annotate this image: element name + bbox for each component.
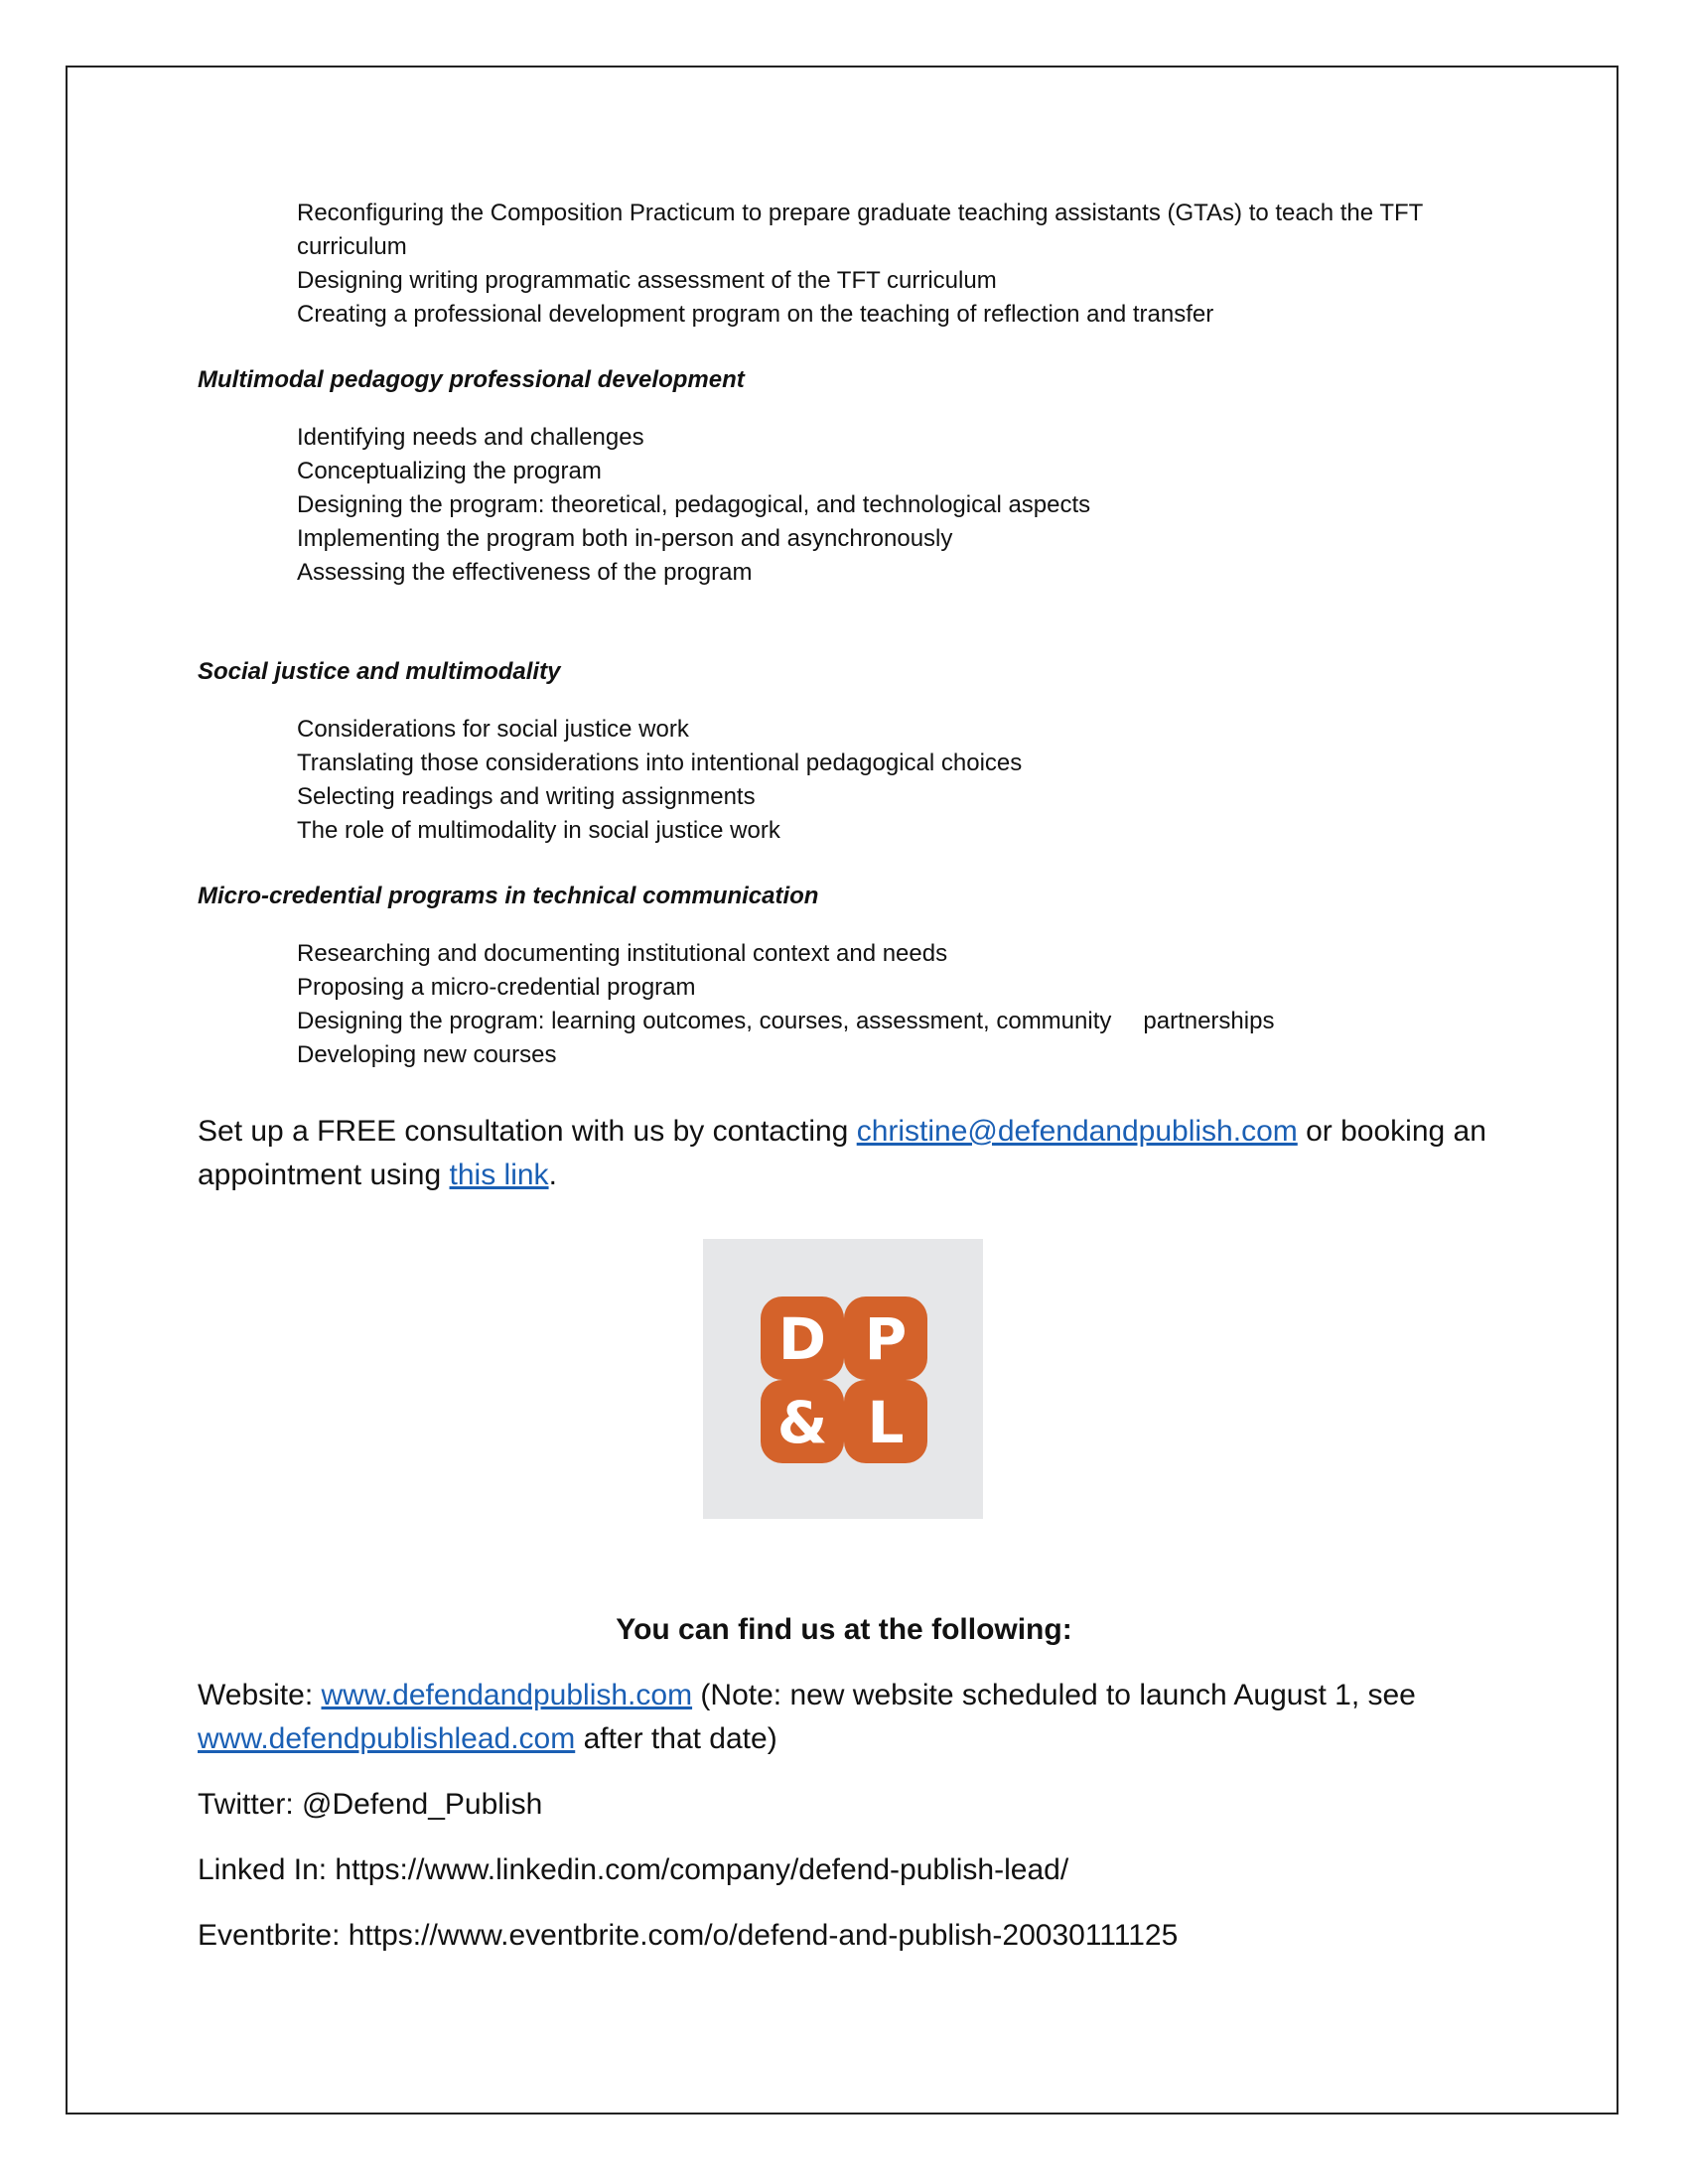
section-social-justice bbox=[198, 655, 1518, 848]
eventbrite-line: Eventbrite: https://www.eventbrite.com/o/defend-and-publish-20030111125 bbox=[198, 1919, 1179, 1952]
section-micro-credential bbox=[198, 880, 1518, 1072]
section-heading: Micro-credential programs in technical communication bbox=[198, 883, 819, 909]
list-item: Selecting readings and writing assignments bbox=[297, 783, 756, 810]
cta-suffix: . bbox=[548, 1159, 557, 1191]
consultation-paragraph bbox=[198, 1110, 1518, 1197]
list-item: Reconfiguring the Composition Practicum to prepare graduate teaching assistants (GTAs) to teach the TFT curriculum bbox=[297, 200, 1423, 260]
twitter-line: Twitter: @Defend_Publish bbox=[198, 1788, 543, 1821]
list-item: Designing the program: theoretical, pedagogical, and technological aspects bbox=[297, 491, 1091, 518]
website-note-end: after that date) bbox=[575, 1722, 777, 1755]
section-heading: Social justice and multimodality bbox=[198, 658, 561, 685]
top-list bbox=[198, 197, 1518, 332]
dpl-logo-graphic bbox=[703, 1239, 983, 1519]
website-line bbox=[198, 1674, 1518, 1761]
list-item: Identifying needs and challenges bbox=[297, 424, 644, 451]
linkedin-line: Linked In: https://www.linkedin.com/company/defend-publish-lead/ bbox=[198, 1853, 1069, 1886]
website-link[interactable]: www.defendandpublish.com bbox=[321, 1679, 693, 1711]
contact-list bbox=[198, 1674, 1518, 1979]
list-item: Researching and documenting institutional context and needs bbox=[297, 940, 948, 967]
logo-letter-1: D bbox=[777, 1305, 827, 1373]
website-label: Website: bbox=[198, 1679, 322, 1711]
list-item: Creating a professional development program on the teaching of reflection and transfer bbox=[297, 301, 1214, 328]
section-multimodal-pedagogy bbox=[198, 363, 1518, 590]
list-item: Implementing the program both in-person and asynchronously bbox=[297, 525, 953, 552]
main-content bbox=[198, 197, 1518, 1227]
list-item: Considerations for social justice work bbox=[297, 716, 689, 743]
list-item: Proposing a micro-credential program bbox=[297, 974, 696, 1001]
list-item-tail: partnerships bbox=[1143, 1008, 1275, 1034]
list-item: The role of multimodality in social justice work bbox=[297, 817, 780, 844]
section-heading: Multimodal pedagogy professional development bbox=[198, 366, 745, 393]
email-link[interactable]: christine@defendandpublish.com bbox=[856, 1115, 1298, 1148]
list-item: Translating those considerations into intentional pedagogical choices bbox=[297, 750, 1023, 776]
dpl-logo bbox=[703, 1239, 983, 1519]
list-item-text: Designing the program: learning outcomes, courses, assessment, community bbox=[297, 1008, 1112, 1034]
list-item: Conceptualizing the program bbox=[297, 458, 602, 484]
new-website-link[interactable]: www.defendpublishlead.com bbox=[198, 1722, 576, 1755]
list-item: Assessing the effectiveness of the program bbox=[297, 559, 753, 586]
logo-letter-3: & bbox=[776, 1389, 828, 1456]
list-item: Developing new courses bbox=[297, 1041, 557, 1068]
website-note: (Note: new website scheduled to launch August 1, see bbox=[692, 1679, 1416, 1711]
logo-letter-4: L bbox=[867, 1389, 905, 1456]
list-item bbox=[297, 1005, 1518, 1038]
list-item: Designing writing programmatic assessment of the TFT curriculum bbox=[297, 267, 997, 294]
find-us-heading: You can find us at the following: bbox=[616, 1613, 1072, 1646]
cta-middle: or booking an appointment using bbox=[198, 1115, 1486, 1191]
logo-letter-2: P bbox=[864, 1305, 908, 1373]
booking-link[interactable]: this link bbox=[449, 1159, 549, 1191]
cta-prefix: Set up a FREE consultation with us by contacting bbox=[198, 1115, 857, 1148]
